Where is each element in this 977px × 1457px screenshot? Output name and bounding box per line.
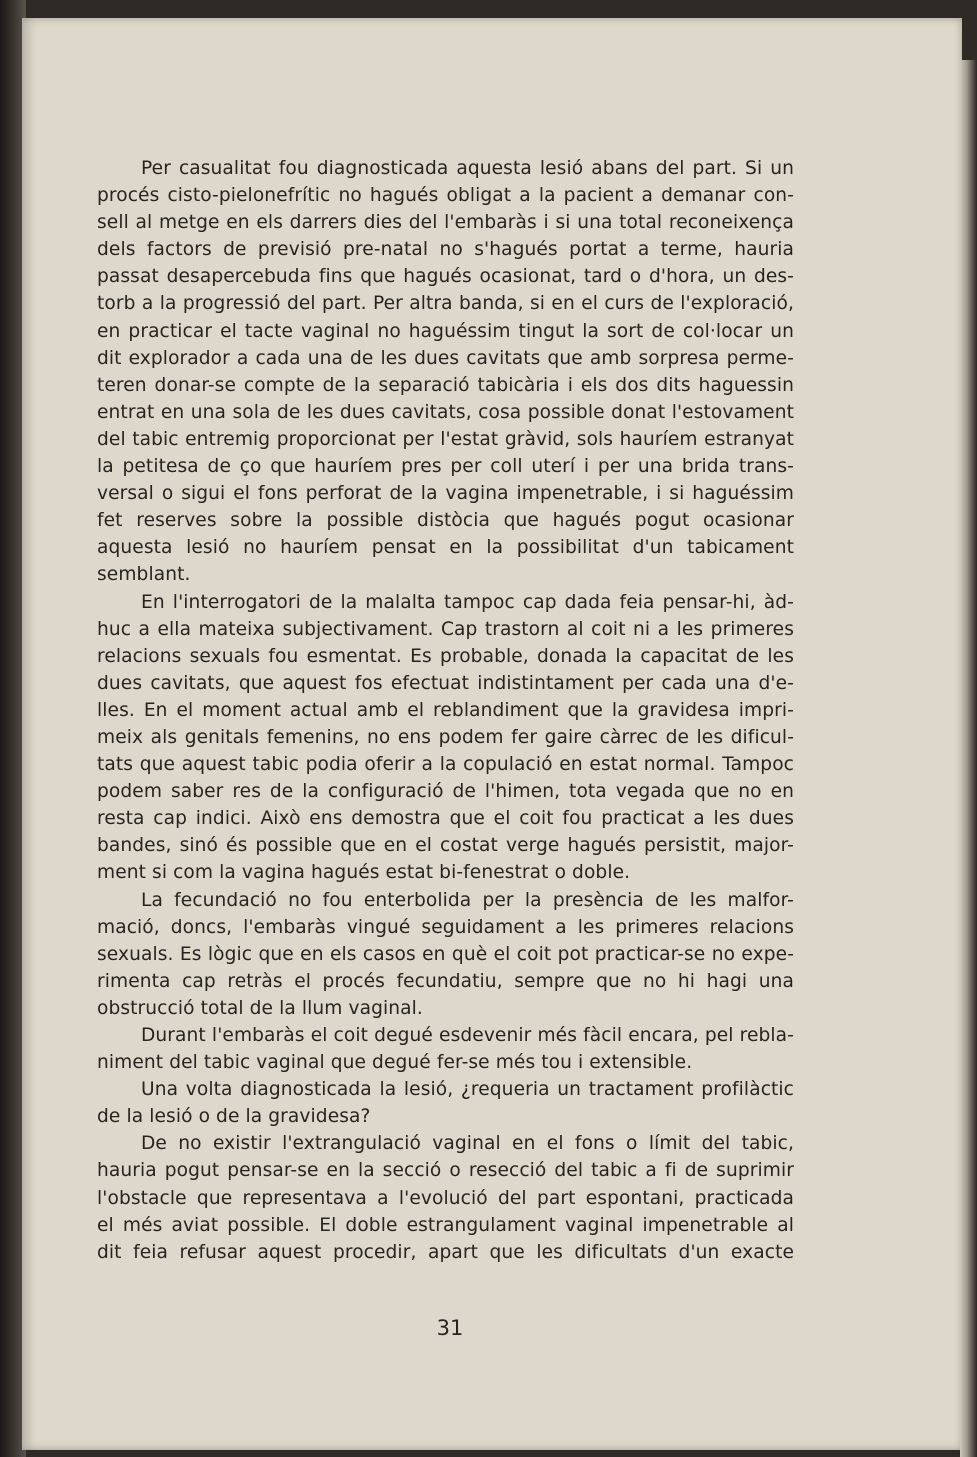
paragraph-line: resta cap indici. Això ens demostra que el coit fou practicat a les dues (97, 808, 794, 830)
paragraph-line: lles. En el moment actual amb el reblandiment que la gravidesa impri- (97, 699, 794, 721)
paragraph-line: dels factors de previsió pre-natal no s'hagués portat a terme, hauria (97, 239, 794, 261)
paragraph-line: semblant. (97, 564, 191, 586)
paragraph-first-line: La fecundació no fou enterbolida per la presència de les malfor- (141, 889, 794, 911)
paragraph-line: entrat en una sola de les dues cavitats, cosa possible donat l'estovament (97, 401, 794, 423)
paragraph-line: el més aviat possible. El doble estrangulament vaginal impenetrable al (97, 1214, 794, 1236)
paragraph-line: dues cavitats, que aquest fos efectuat indistintament per cada una d'e- (97, 672, 794, 694)
paragraph-line: aquesta lesió no hauríem pensat en la possibilitat d'un tabicament (97, 537, 794, 559)
paragraph-first-line: Una volta diagnosticada la lesió, ¿requeria un tractament profilàctic (141, 1079, 794, 1101)
paragraph-line: teren donar-se compte de la separació tabicària i els dos dits haguessin (97, 374, 794, 396)
paragraph-line: en practicar el tacte vaginal no haguéssim tingut la sort de col·locar un (97, 320, 794, 342)
paragraph-first-line: En l'interrogatori de la malalta tampoc cap dada feia pensar-hi, àd- (141, 591, 794, 613)
paragraph-line: versal o sigui el fons perforat de la vagina impenetrable, i si haguéssim (97, 483, 794, 505)
paragraph-line: sexuals. Es lògic que en els casos en què el coit pot practicar-se no expe- (97, 943, 794, 965)
paragraph-line: ment si com la vagina hagués estat bi-fenestrat o doble. (97, 862, 631, 884)
paragraph-line: meix als genitals femenins, no ens podem fer gaire càrrec de les dificul- (97, 726, 794, 748)
paragraph-line: torb a la progressió del part. Per altra banda, si en el curs de l'exploració, (97, 293, 794, 315)
paragraph-line: dit explorador a cada una de les dues cavitats que amb sorpresa perme- (97, 347, 794, 369)
paragraph-line: procés cisto-pielonefrític no hagués obligat a la pacient a demanar con- (97, 185, 794, 207)
paragraph-first-line: Durant l'embaràs el coit degué esdevenir més fàcil encara, pel rebla- (141, 1025, 794, 1046)
paragraph-line: tats que aquest tabic podia oferir a la copulació en estat normal. Tampoc (97, 754, 794, 776)
page-edge (960, 60, 977, 1457)
page-number: 31 (436, 1316, 464, 1340)
paragraph-line: rimenta cap retràs el procés fecundatiu, sempre que no hi hagi una (97, 970, 794, 992)
paragraph-line: del tabic entremig proporcionat per l'estat gràvid, sols hauríem estranyat (97, 428, 794, 450)
paragraph-line: de la lesió o de la gravidesa? (97, 1106, 371, 1128)
paragraph-line: mació, doncs, l'embaràs vingué seguidament a les primeres relacions (97, 916, 794, 938)
paragraph-line: niment del tabic vaginal que degué fer-se més tou i extensible. (97, 1052, 693, 1074)
paragraph-line: bandes, sinó és possible que en el costat verge hagués persistit, major- (97, 835, 794, 857)
paragraph-line: dit feia refusar aquest procedir, apart que les dificultats d'un exacte (97, 1241, 794, 1263)
paragraph-first-line: De no existir l'extrangulació vaginal en el fons o límit del tabic, (141, 1133, 794, 1155)
body-text (97, 155, 794, 1266)
paragraph-first-line: Per casualitat fou diagnosticada aquesta lesió abans del part. Si un (141, 158, 794, 179)
paragraph-line: relacions sexuals fou esmentat. Es probable, donada la capacitat de les (97, 645, 794, 667)
paragraph-line: fet reserves sobre la possible distòcia que hagués pogut ocasionar (97, 510, 794, 532)
paragraph-line: huc a ella mateixa subjectivament. Cap trastorn al coit ni a les primeres (97, 618, 794, 640)
paragraph-line: passat desapercebuda fins que hagués ocasionat, tard o d'hora, un des- (97, 266, 794, 288)
paragraph-line: obstrucció total de la llum vaginal. (97, 997, 423, 1019)
paragraph-line: l'obstacle que representava a l'evolució del part espontani, practicada (97, 1187, 794, 1209)
paragraph-line: hauria pogut pensar-se en la secció o resecció del tabic a fi de suprimir (97, 1160, 794, 1182)
paragraph-line: la petitesa de ço que hauríem pres per coll uterí i per una brida trans- (97, 456, 794, 478)
paragraph-line: sell al metge en els darrers dies del l'embaràs i si una total reconeixença (97, 212, 794, 234)
paragraph-line: podem saber res de la configuració de l'himen, tota vegada que no en (97, 781, 794, 803)
